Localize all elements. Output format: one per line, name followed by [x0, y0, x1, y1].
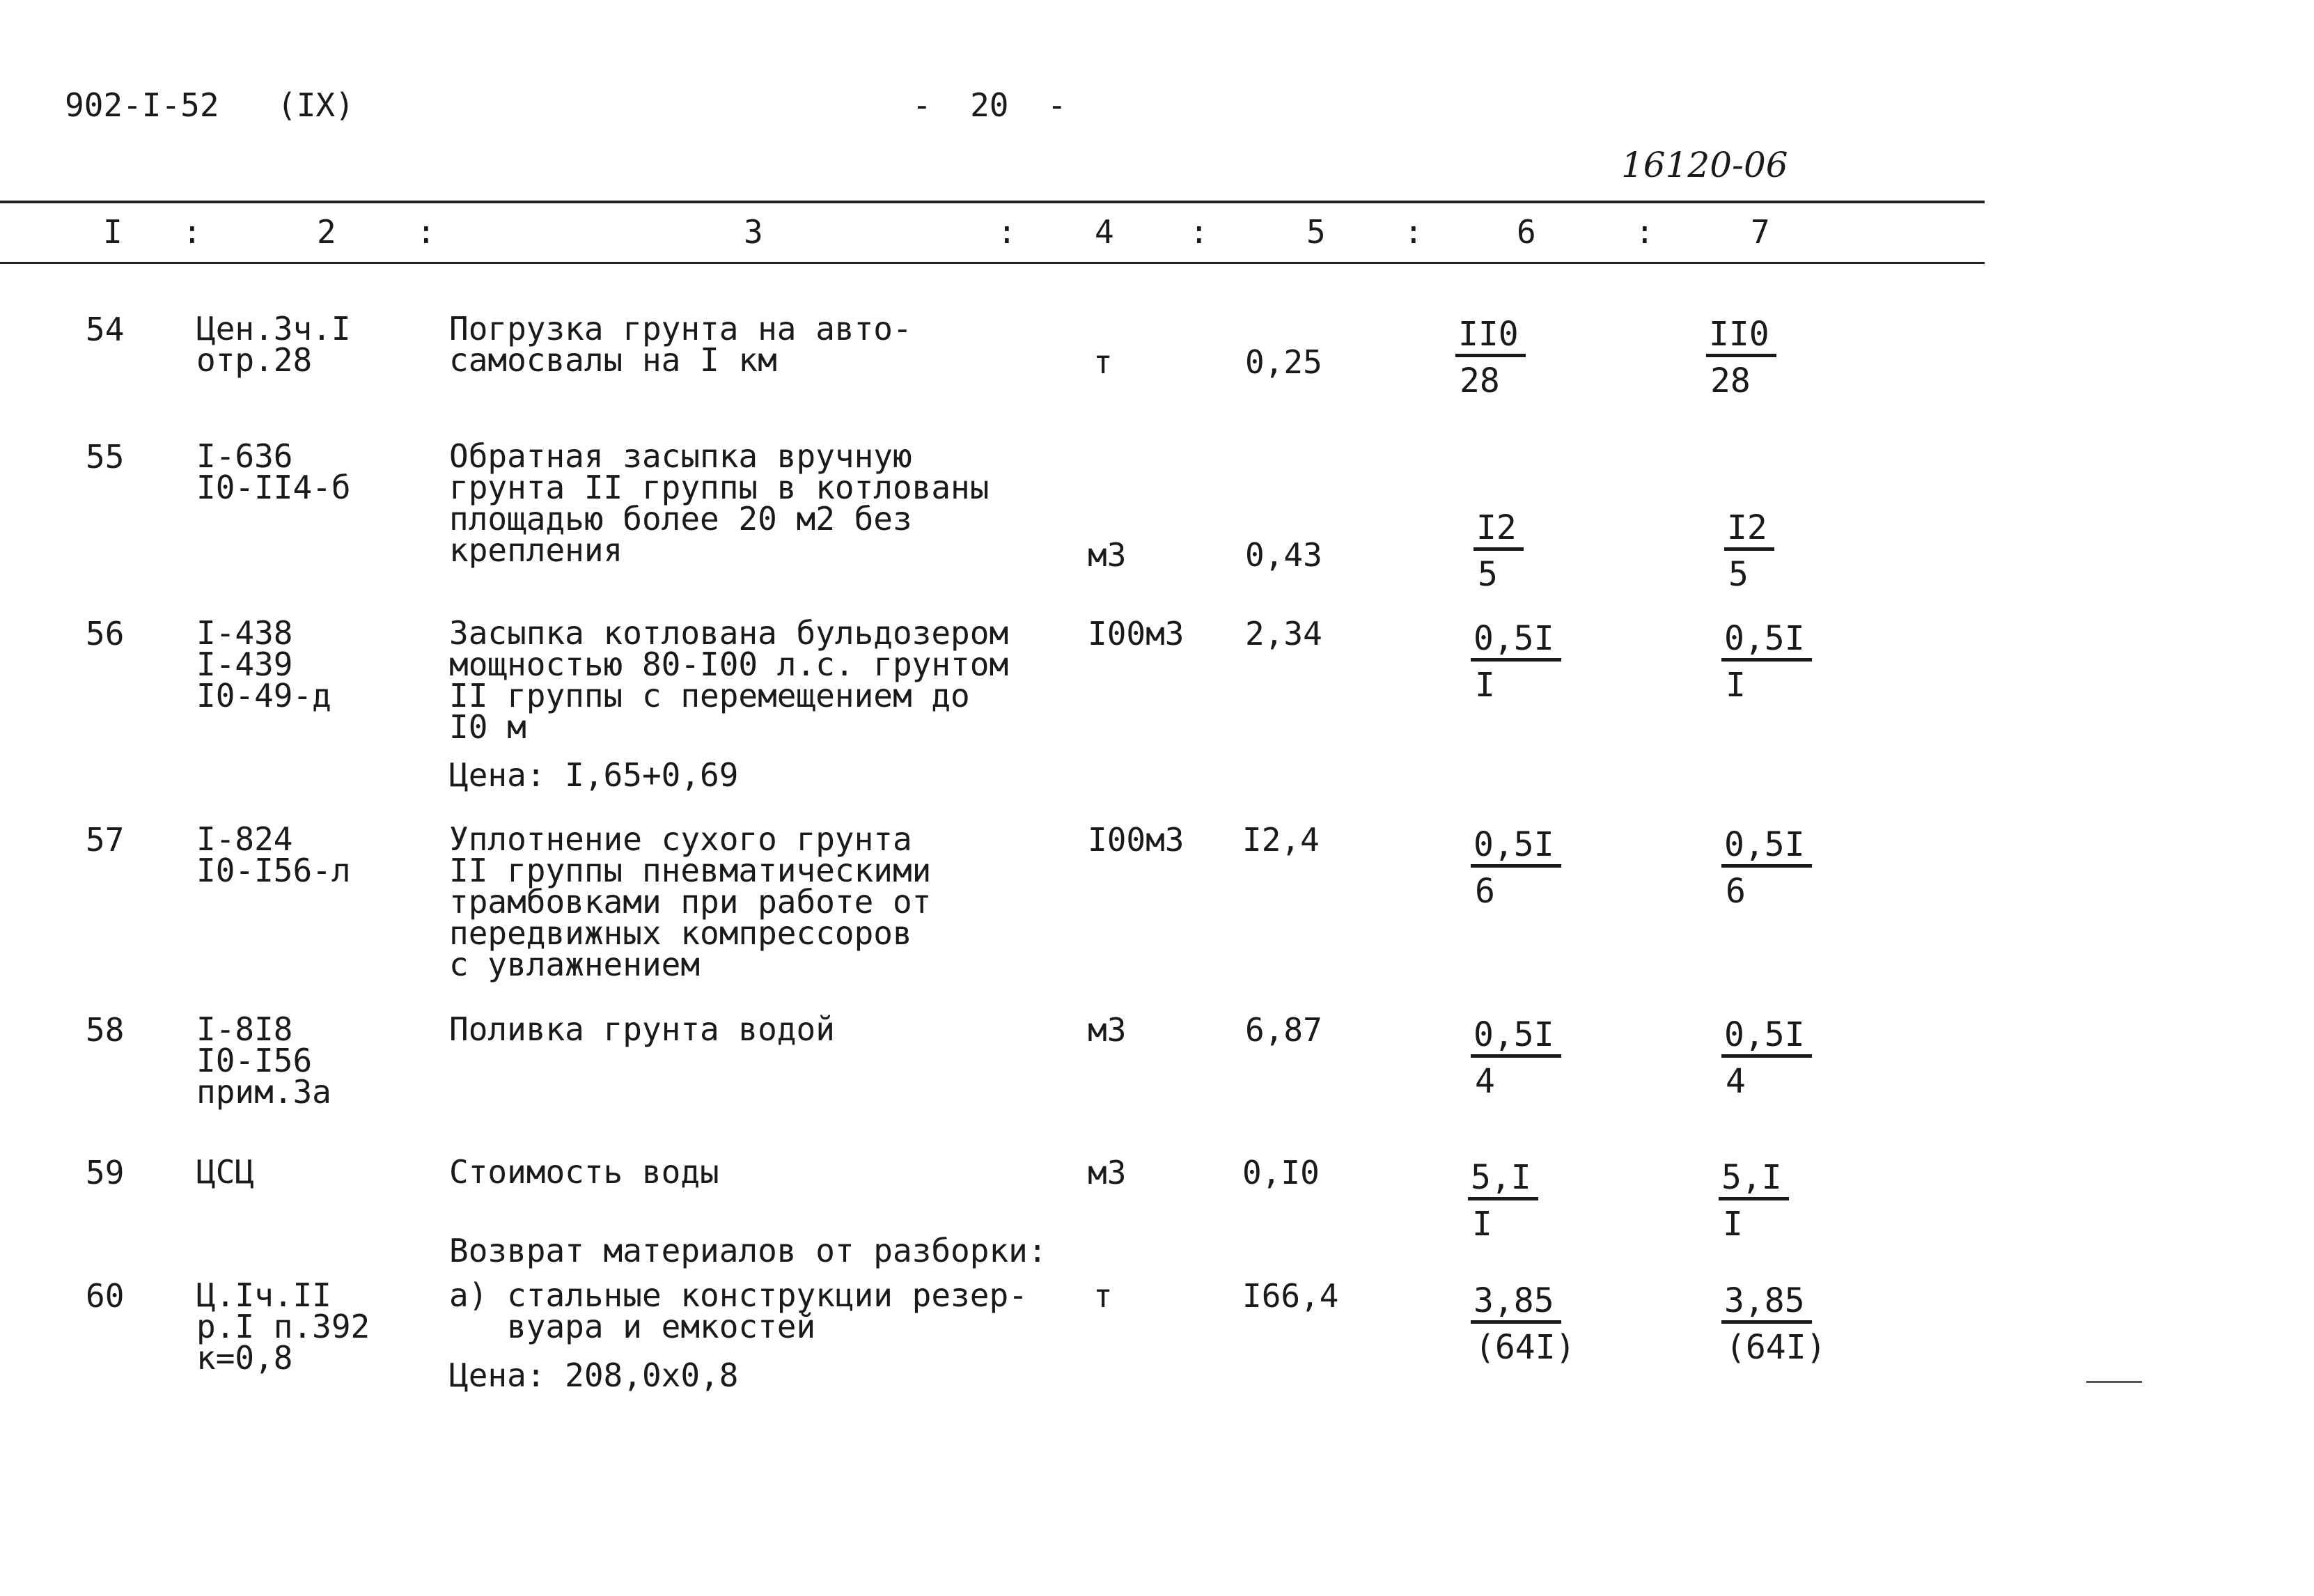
row-price-note: Цена: 208,0х0,8 [449, 1356, 739, 1394]
row-unit: м3 [1088, 536, 1127, 574]
column-header-2: 2 [317, 213, 336, 251]
row-number: 59 [86, 1154, 125, 1191]
fraction-denominator: I [1723, 1205, 1743, 1244]
column-separator: : [1635, 213, 1655, 251]
row-col6-fraction [1471, 1281, 1576, 1367]
row-col6-fraction [1471, 619, 1561, 705]
column-separator: : [1404, 213, 1423, 251]
handwritten-number: 16120-06 [1621, 145, 1788, 185]
row-quantity: 0,43 [1245, 536, 1322, 574]
row-col7-fraction [1719, 1158, 1789, 1244]
row-number: 57 [86, 821, 125, 859]
fraction-numerator: 0,5I [1471, 623, 1561, 662]
row-number: 55 [86, 438, 125, 476]
fraction-denominator: (64I) [1475, 1328, 1576, 1367]
row-number: 60 [86, 1277, 125, 1315]
row-code: Цен.3ч.I отр.28 [196, 310, 351, 379]
row-col7-fraction [1721, 619, 1812, 705]
row-code: I-438 I-439 I0-49-д [196, 614, 331, 714]
column-header-4: 4 [1095, 213, 1114, 251]
row-unit: м3 [1088, 1154, 1127, 1191]
fraction-denominator: 28 [1710, 361, 1751, 400]
row-code: I-636 I0-II4-б [196, 437, 351, 506]
table-header-rule [0, 262, 1985, 264]
row-price-note: Цена: I,65+0,69 [449, 756, 739, 794]
row-unit: т [1093, 343, 1113, 381]
fraction-numerator: 3,85 [1721, 1285, 1812, 1324]
row-number: 54 [86, 311, 125, 348]
fraction-denominator: 4 [1726, 1062, 1746, 1101]
fraction-denominator: I [1726, 666, 1746, 705]
column-header-5: 5 [1306, 213, 1326, 251]
row-description: Поливка грунта водой [449, 1010, 835, 1048]
fraction-numerator: 3,85 [1471, 1285, 1561, 1324]
doc-issue: (IX) [277, 86, 354, 124]
row-quantity: 0,25 [1245, 343, 1322, 381]
column-header-3: 3 [744, 213, 763, 251]
column-header-7: 7 [1751, 213, 1770, 251]
page-number: - 20 - [912, 86, 1067, 124]
row-description: Уплотнение сухого грунта II группы пневматическими трамбовками при работе от передвижных компрессоров с увлажнением [449, 820, 932, 983]
row-code: ЦСЦ [196, 1153, 255, 1191]
row-code: I-8I8 I0-I56 прим.3а [196, 1010, 331, 1111]
table-top-rule [0, 201, 1985, 203]
row-unit: I00м3 [1088, 821, 1185, 859]
row-description: Обратная засыпка вручную грунта II группы в котлованы площадью более 20 м2 без крепления [449, 437, 990, 569]
fraction-denominator: (64I) [1726, 1328, 1827, 1367]
fraction-numerator: 0,5I [1471, 829, 1561, 868]
fraction-denominator: 4 [1475, 1062, 1495, 1101]
row-description: Засыпка котлована бульдозером мощностью 80-I00 л.с. грунтом II группы с перемещением до I0 м [449, 614, 1009, 746]
row-col7-fraction [1724, 508, 1774, 594]
row-unit: I00м3 [1088, 615, 1185, 652]
fraction-numerator: I2 [1473, 513, 1524, 551]
row-quantity: I2,4 [1242, 821, 1320, 859]
row-col7-fraction [1721, 825, 1812, 911]
row-code: I-824 I0-I56-л [196, 820, 351, 889]
row-col7-fraction [1706, 315, 1776, 400]
row-unit: м3 [1088, 1011, 1127, 1049]
fraction-numerator: 5,I [1719, 1162, 1789, 1200]
fraction-numerator: 5,I [1468, 1162, 1538, 1200]
fraction-numerator: 0,5I [1471, 1019, 1561, 1058]
column-header-1: I [103, 213, 123, 251]
fraction-denominator: I [1472, 1205, 1492, 1244]
column-header-6: 6 [1517, 213, 1536, 251]
row-quantity: 2,34 [1245, 615, 1322, 652]
row-quantity: I66,4 [1242, 1277, 1339, 1315]
row-code: Ц.Iч.II р.I п.392 к=0,8 [196, 1276, 370, 1377]
row-col6-fraction [1471, 1015, 1561, 1101]
fraction-denominator: 5 [1728, 555, 1749, 594]
fraction-denominator: I [1475, 666, 1495, 705]
row-col7-fraction [1721, 1281, 1827, 1367]
row-description: Стоимость воды [449, 1153, 719, 1191]
row-number: 58 [86, 1011, 125, 1049]
row-section-heading: Возврат материалов от разборки: [449, 1232, 1047, 1269]
row-unit: т [1093, 1277, 1113, 1315]
row-col6-fraction [1455, 315, 1526, 400]
column-separator: : [1189, 213, 1209, 251]
row-description: Погрузка грунта на авто- самосвалы на I км [449, 310, 912, 379]
fraction-numerator: 0,5I [1721, 1019, 1812, 1058]
fraction-denominator: 5 [1478, 555, 1498, 594]
row-quantity: 6,87 [1245, 1011, 1322, 1049]
fraction-denominator: 6 [1475, 872, 1495, 911]
row-col7-fraction [1721, 1015, 1812, 1101]
row-col6-fraction [1473, 508, 1524, 594]
row-description: а) стальные конструкции резер- вуара и емкостей [449, 1276, 1028, 1345]
fraction-denominator: 28 [1460, 361, 1500, 400]
fraction-denominator: 6 [1726, 872, 1746, 911]
row-col6-fraction [1471, 825, 1561, 911]
row-quantity: 0,I0 [1242, 1154, 1320, 1191]
fraction-numerator: II0 [1455, 319, 1526, 357]
column-separator: : [416, 213, 436, 251]
fraction-numerator: I2 [1724, 513, 1774, 551]
fraction-numerator: II0 [1706, 319, 1776, 357]
scan-mark [2086, 1381, 2142, 1383]
fraction-numerator: 0,5I [1721, 623, 1812, 662]
column-separator: : [182, 213, 202, 251]
column-separator: : [997, 213, 1017, 251]
doc-code: 902-I-52 [65, 86, 219, 124]
row-col6-fraction [1468, 1158, 1538, 1244]
fraction-numerator: 0,5I [1721, 829, 1812, 868]
row-number: 56 [86, 615, 125, 652]
